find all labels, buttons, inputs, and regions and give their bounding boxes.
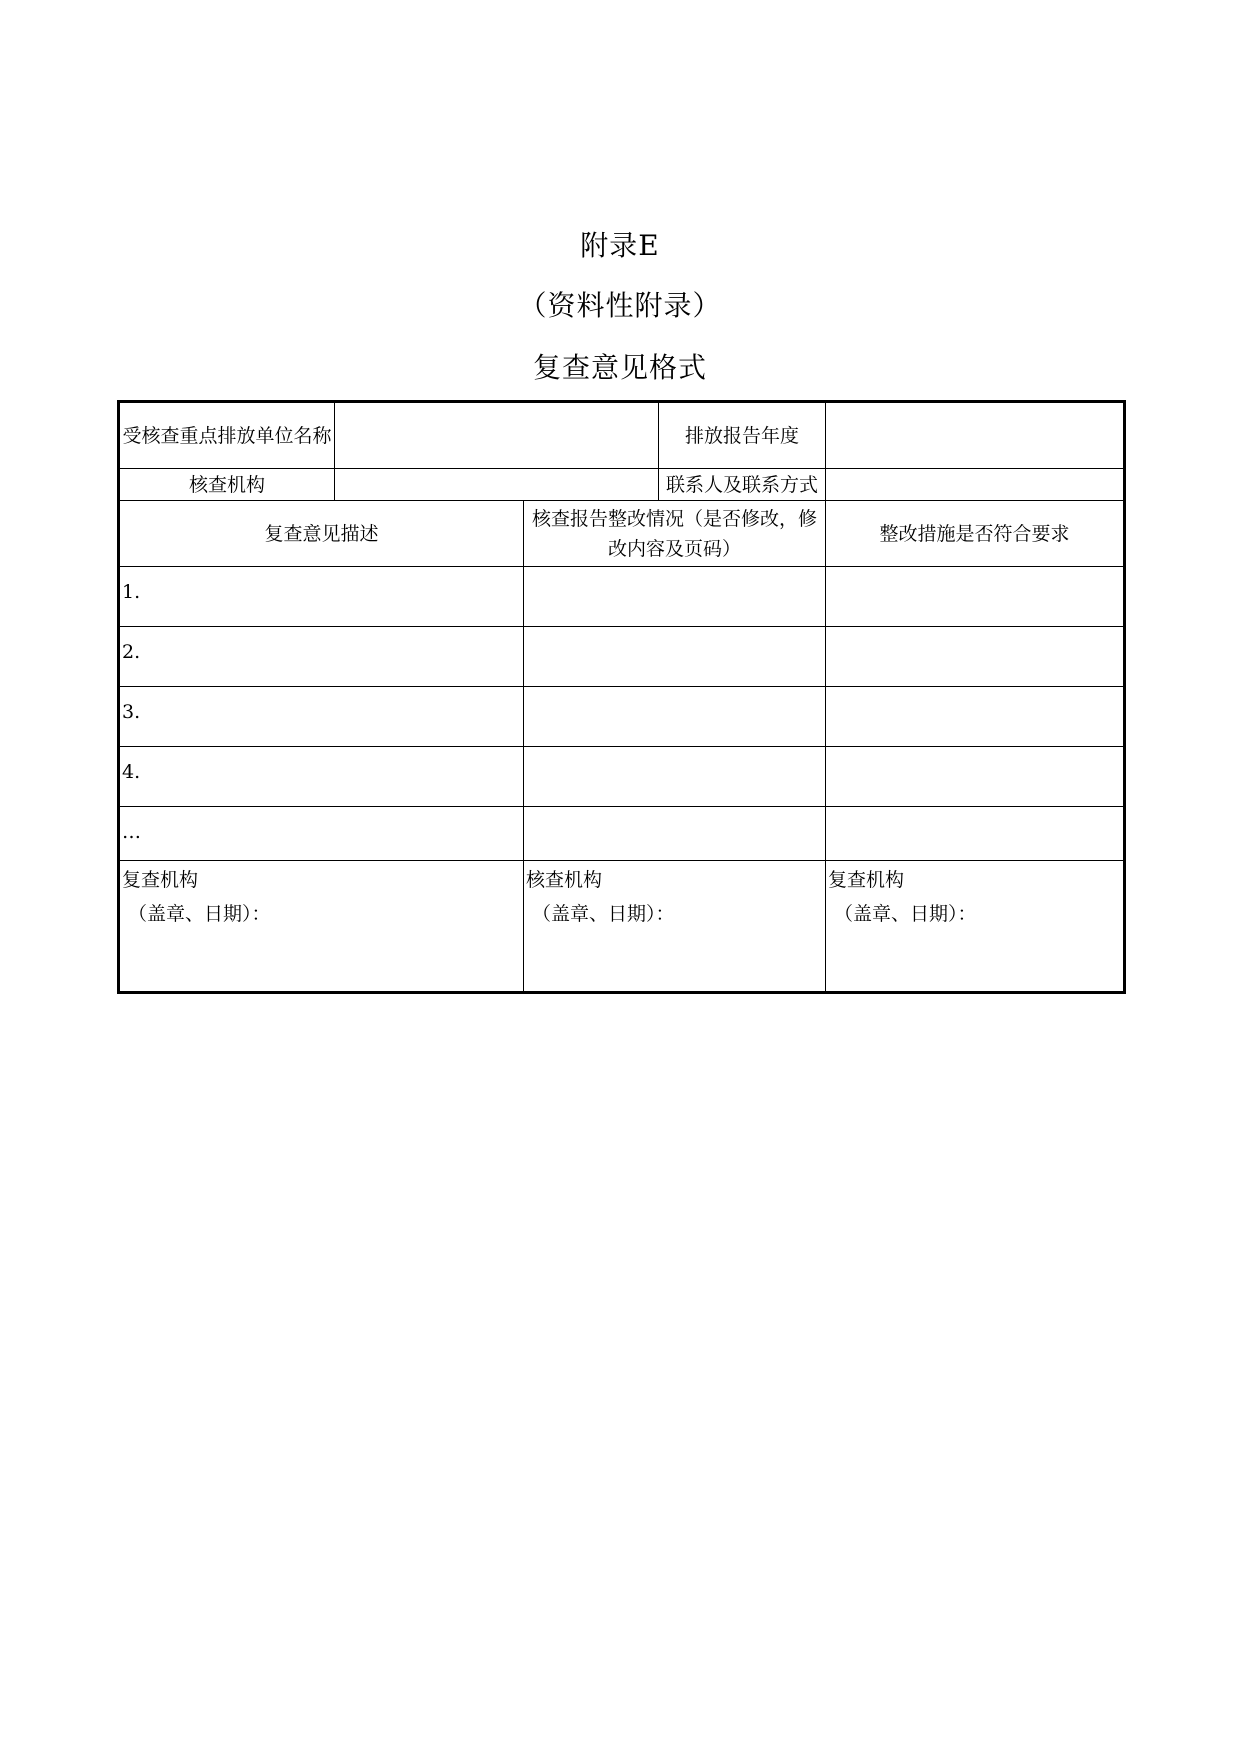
table-row <box>119 807 1125 861</box>
compliance-cell[interactable] <box>826 687 1125 747</box>
verifier-field[interactable] <box>335 469 659 501</box>
report-year-label: 排放报告年度 <box>659 402 826 469</box>
verifier-row <box>119 469 1125 501</box>
review-org-signature[interactable] <box>119 861 524 993</box>
row-number[interactable]: … <box>119 807 524 861</box>
row-number[interactable]: 1. <box>119 567 524 627</box>
verifier-label: 核查机构 <box>119 469 335 501</box>
row-number[interactable]: 3. <box>119 687 524 747</box>
table-row <box>119 627 1125 687</box>
signature-stamp-label: （盖章、日期）： <box>128 903 271 925</box>
column-header-rectification: 核查报告整改情况（是否修改，修改内容及页码） <box>524 501 826 567</box>
column-header-row <box>119 501 1125 567</box>
rectification-cell[interactable] <box>524 747 826 807</box>
signature-org-label: 核查机构 <box>526 869 603 891</box>
rectification-cell[interactable] <box>524 807 826 861</box>
appendix-nature: （资料性附录） <box>518 289 722 322</box>
row-number[interactable]: 4. <box>119 747 524 807</box>
rectification-cell[interactable] <box>524 627 826 687</box>
verifier-org-signature[interactable] <box>524 861 826 993</box>
row-number[interactable]: 2. <box>119 627 524 687</box>
signature-row <box>119 861 1125 993</box>
unit-name-field[interactable] <box>335 402 659 469</box>
column-header-compliance: 整改措施是否符合要求 <box>826 501 1125 567</box>
unit-row <box>119 402 1125 469</box>
compliance-cell[interactable] <box>826 807 1125 861</box>
signature-stamp-label: （盖章、日期）： <box>532 903 675 925</box>
column-header-description: 复查意见描述 <box>119 501 524 567</box>
compliance-cell[interactable] <box>826 747 1125 807</box>
signature-org-label: 复查机构 <box>122 869 199 891</box>
review-opinion-table <box>117 400 1126 994</box>
unit-name-label: 受核查重点排放单位名称 <box>119 402 335 469</box>
rectification-cell[interactable] <box>524 567 826 627</box>
signature-stamp-label: （盖章、日期）： <box>834 903 977 925</box>
signature-org-label: 复查机构 <box>828 869 905 891</box>
review-org-signature-2[interactable] <box>826 861 1125 993</box>
table-row <box>119 567 1125 627</box>
table-row <box>119 687 1125 747</box>
compliance-cell[interactable] <box>826 627 1125 687</box>
contact-field[interactable] <box>826 469 1125 501</box>
contact-label: 联系人及联系方式 <box>659 469 826 501</box>
table-row <box>119 747 1125 807</box>
compliance-cell[interactable] <box>826 567 1125 627</box>
appendix-label: 附录E <box>580 229 660 262</box>
report-year-field[interactable] <box>826 402 1125 469</box>
rectification-cell[interactable] <box>524 687 826 747</box>
page-title: 复查意见格式 <box>532 351 707 384</box>
